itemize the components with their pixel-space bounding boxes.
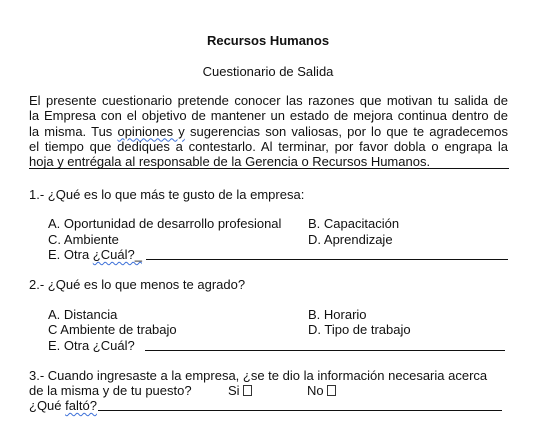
intro-divider — [29, 168, 509, 169]
q3-missing-answer-line[interactable] — [98, 410, 502, 411]
q3-no-option[interactable] — [307, 383, 336, 398]
document-subtitle: Cuestionario de Salida — [202, 64, 334, 79]
intro-line-3-end: sugerencias son valiosas, por lo que te agradecemos — [184, 123, 508, 139]
q3-si-label: Si — [228, 383, 240, 398]
q3-no-label: No — [307, 383, 324, 398]
q1-other-answer-line[interactable] — [146, 259, 508, 260]
q1-option-b: B. Capacitación — [308, 216, 400, 231]
question-3-line-2: de la misma y de tu puesto? — [29, 383, 192, 398]
q2-option-a: A. Distancia — [48, 307, 118, 322]
q2-option-c: C Ambiente de trabajo — [48, 322, 177, 337]
q3-missing-label: ¿Qué — [29, 398, 66, 413]
intro-line-4: el tiempo que dediques a contestarlo. Al terminar, por favor dobla o engrapa la — [29, 138, 508, 154]
q1-option-e-label: E. Otra — [48, 247, 93, 262]
intro-line-3-start: la misma. Tus — [29, 123, 118, 139]
intro-line-3 — [29, 124, 508, 139]
q1-option-e-cual: ¿Cuál?_ — [92, 247, 142, 262]
q2-option-e: E. Otra ¿Cuál? — [48, 338, 135, 353]
q2-other-answer-line[interactable] — [145, 350, 505, 351]
q1-option-e — [48, 247, 142, 262]
q2-option-d: D. Tipo de trabajo — [308, 322, 411, 337]
question-3-line-1: 3.- Cuando ingresaste a la empresa, ¿se te dio la información necesaria acerca — [29, 368, 488, 383]
q1-option-c: C. Ambiente — [48, 232, 119, 247]
q1-option-d: D. Aprendizaje — [308, 232, 393, 247]
q3-missing-falto: faltó? — [65, 398, 97, 413]
q3-si-option[interactable] — [228, 383, 252, 398]
intro-line-5: hoja y entrégala al responsable de la Gerencia o Recursos Humanos. — [29, 154, 431, 170]
document-title: Recursos Humanos — [206, 33, 330, 48]
intro-line-2: la Empresa con el objetivo de mantener un estado de mejora continua dentro de — [29, 108, 508, 124]
spellcheck-marked-text: opiniones y — [117, 123, 185, 139]
question-2: 2.- ¿Qué es lo que menos te agrado? — [29, 277, 246, 292]
q1-option-a: A. Oportunidad de desarrollo profesional — [48, 216, 282, 231]
intro-line-1: El presente cuestionario pretende conocer las razones que motivan tu salida de — [29, 93, 508, 108]
q3-si-checkbox-icon[interactable] — [243, 385, 252, 396]
q3-missing-prompt — [29, 398, 97, 413]
q2-option-b: B. Horario — [308, 307, 367, 322]
q3-no-checkbox-icon[interactable] — [327, 385, 336, 396]
intro-paragraph — [29, 93, 508, 169]
question-1: 1.- ¿Qué es lo que más te gusto de la empresa: — [29, 187, 305, 202]
